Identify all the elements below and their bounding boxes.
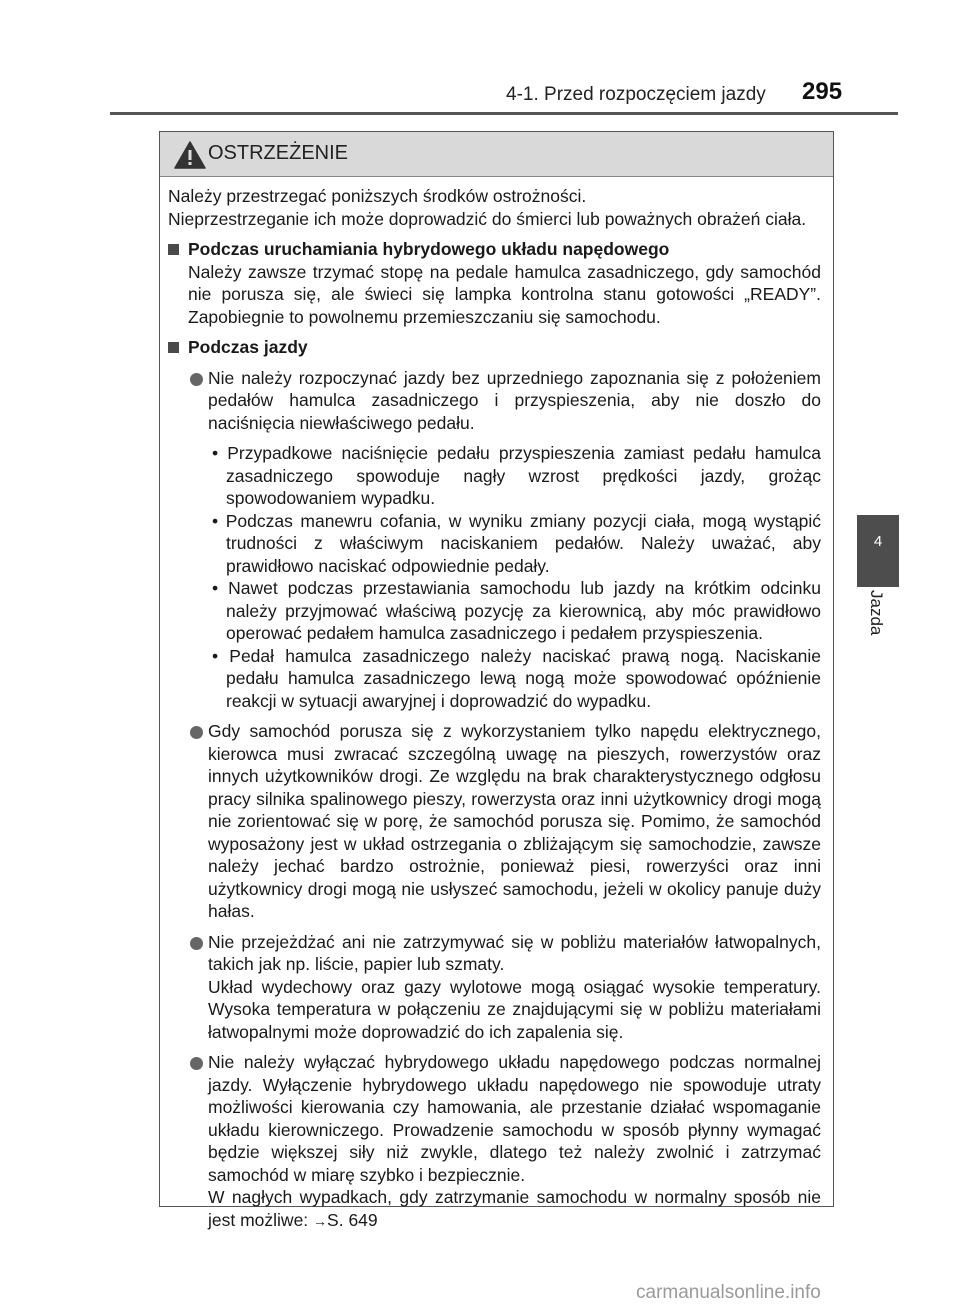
round-bullet-icon	[190, 726, 203, 739]
chapter-label	[862, 590, 892, 670]
bullet-text-last	[208, 1186, 821, 1232]
square-bullet-icon	[168, 244, 179, 255]
page-number: 295	[802, 78, 843, 105]
arrow-right-icon: →	[313, 1212, 328, 1229]
section-driving	[168, 336, 821, 1232]
section-hybrid-start	[168, 238, 821, 328]
bullet-item	[168, 367, 821, 435]
section-heading-text: Podczas uruchamiania hybrydowego układu napędowego	[188, 239, 670, 259]
chapter-tab[interactable]	[857, 515, 899, 587]
bullet-item	[168, 720, 821, 923]
sub-item: • Podczas manewru cofania, w wyniku zmiany pozycji ciała, mogą wystąpić trudności z właściwym naciskaniem pedałów. Należy uważać, aby prawidłowo naciskać odpowiednie pedały.	[212, 510, 821, 576]
warning-header	[160, 132, 833, 177]
bullet-item	[168, 1051, 821, 1232]
header-title: 4-1. Przed rozpoczęciem jazdy	[506, 84, 766, 105]
bullet-text: Nie należy wyłączać hybrydowego układu napędowego podczas normalnej jazdy. Wyłączenie hybrydowego układu napędowego nie spowoduje utraty możliwości kierowania czy hamowania, ale przestanie działać wspomaganie układu kierowniczego. Prowadzenie samochodu w sposób płynny wymagać będzie większej siły niż zwykle, dlatego też należy zwolnić i zatrzymać samochód w miarę szybko i bezpiecznie.	[208, 1052, 821, 1185]
section-heading-text: Podczas jazdy	[188, 337, 308, 357]
section-heading	[168, 238, 821, 261]
warning-box	[159, 131, 834, 1230]
bullet-item	[168, 931, 821, 1044]
bullet-text: Układ wydechowy oraz gazy wylotowe mogą osiągać wysokie temperatury. Wysoka temperatura w połączeniu ze znajdującymi się w pobliżu materiałami łatwopalnymi może doprowadzić do ich zapalenia się.	[208, 976, 821, 1042]
intro-line-1: Należy przestrzegać poniższych środków ostrożności.	[168, 186, 587, 206]
bullet-text: Gdy samochód porusza się z wykorzystaniem tylko napędu elektrycznego, kierowca musi zwracać szczególną uwagę na pieszych, rowerzystów oraz innych użytkowników drogi. Ze względu na brak charakterystycznego odgłosu pracy silnika spalinowego pieszy, rowerzysta oraz inni użytkownicy drogi mogą nie zorientować się w porę, że samochód porusza się. Pomimo, że samochód wyposażony jest w układ ostrzegania o zbliżającym się samochodzie, zawsze należy jechać bardzo ostrożnie, ponieważ piesi, rowerzyści oraz inni użytkownicy drogi mogą nie usłyszeć samochodu, jeżeli w okolicy panuje duży hałas.	[208, 721, 821, 921]
bullet-text: Nie należy rozpoczynać jazdy bez uprzedniego zapoznania się z położeniem pedałów hamulca zasadniczego i przyspieszenia, aby nie doszło do naciśnięcia niewłaściwego pedału.	[208, 367, 821, 433]
round-bullet-icon	[190, 373, 203, 386]
sub-item: • Pedał hamulca zasadniczego należy naciskać prawą nogą. Naciskanie pedału hamulca zasadniczego lewą nogą może spowodować opóźnienie reakcji w sytuacji awaryjnej i doprowadzić do wypadku.	[212, 645, 821, 711]
page-reference-link[interactable]: S. 649	[327, 1209, 378, 1230]
bullet-text: Nie przejeżdżać ani nie zatrzymywać się w pobliżu materiałów łatwopalnych, takich jak np. liście, papier lub szmaty.	[208, 931, 821, 974]
section-text: Należy zawsze trzymać stopę na pedale hamulca zasadniczego, gdy samochód nie porusza się, ale świeci się lampka kontrolna stanu gotowości „READY”. Zapobiegnie to powolnemu przemieszczaniu się samochodu.	[188, 261, 821, 327]
warning-title: OSTRZEŻENIE	[208, 142, 349, 164]
sub-item: • Przypadkowe naciśnięcie pedału przyspieszenia zamiast pedału hamulca zasadniczego spowoduje nagły wzrost prędkości jazdy, grożąc spowodowaniem wypadku.	[212, 443, 821, 508]
bullet-text: W nagłych wypadkach, gdy zatrzymanie samochodu w normalny sposób nie jest możliwe:	[208, 1187, 821, 1230]
chapter-label-text: Jazda	[867, 590, 886, 636]
intro-line-2: Nieprzestrzeganie ich może doprowadzić do śmierci lub poważnych obrażeń ciała.	[168, 208, 807, 229]
sub-list	[168, 442, 821, 712]
square-bullet-icon	[168, 342, 179, 353]
warning-triangle-icon	[174, 141, 206, 169]
header-rule	[110, 112, 898, 115]
chapter-number: 4	[873, 533, 883, 550]
section-heading	[168, 336, 821, 359]
watermark: carmanualsonline.info	[636, 1282, 821, 1303]
round-bullet-icon	[190, 937, 203, 950]
sub-item: • Nawet podczas przestawiania samochodu lub jazdy na krótkim odcinku należy przyjmować właściwą pozycję za kierownicą, aby móc prawidłowo operować pedałem hamulca zasadniczego i pedałem przyspieszenia.	[212, 578, 821, 643]
round-bullet-icon	[190, 1057, 203, 1070]
warning-content	[160, 177, 833, 1232]
